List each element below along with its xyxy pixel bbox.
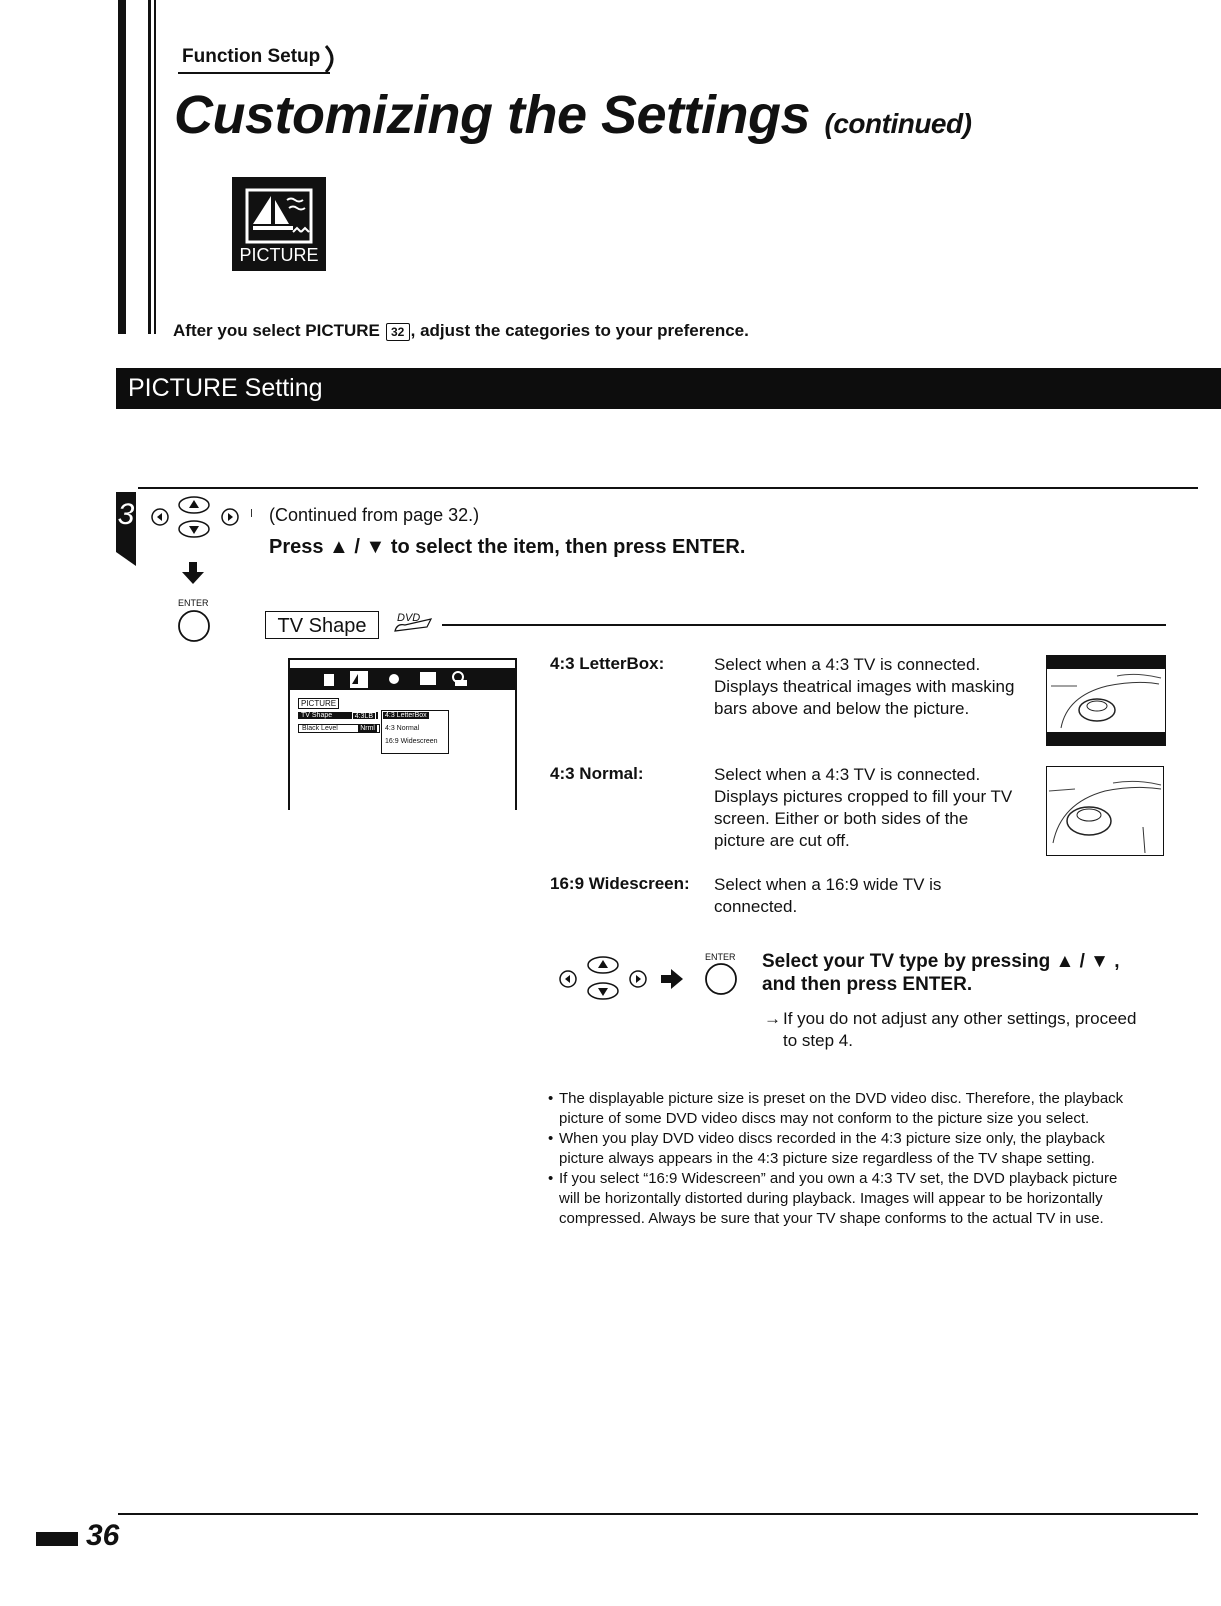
final-note xyxy=(764,1008,1163,1052)
osd-row2-value: Nrml xyxy=(360,725,375,732)
select-cursor-keys-icon xyxy=(556,953,652,1005)
osd-menu-icons xyxy=(288,668,517,690)
page-title-suffix: (continued) xyxy=(824,108,972,139)
letterbox-line-2: Displays theatrical images with masking xyxy=(714,677,1015,696)
dvd-badge-outline xyxy=(393,611,437,633)
step-tab-tail xyxy=(116,552,136,566)
tv-shape-heading: TV Shape xyxy=(265,611,379,639)
osd-screen xyxy=(288,658,517,810)
step-instruction: Press ▲ / ▼ to select the item, then press ENTER. xyxy=(269,536,746,558)
note-item-2 xyxy=(548,1129,1158,1169)
final-enter-button-icon xyxy=(704,962,738,996)
page-title xyxy=(174,84,971,146)
osd-choice-widescreen: 16:9 Widescreen xyxy=(385,738,438,745)
letterbox-preview-image xyxy=(1046,655,1166,746)
note1-line1: • The displayable picture size is preset on the DVD video disc. Therefore, the playback xyxy=(559,1090,1124,1107)
note3-line2: will be horizontally distorted during playback. Images will appear to be horizontally xyxy=(559,1190,1103,1207)
enter-label: ENTER xyxy=(178,598,209,608)
osd-row2-label: Black Level xyxy=(302,725,338,732)
footer-rule xyxy=(118,1513,1198,1515)
intro-text xyxy=(173,321,749,341)
osd-row-black-level xyxy=(298,724,380,733)
osd-menu-bar xyxy=(288,668,517,690)
cursor-keys-icon xyxy=(148,495,242,545)
normal-preview-image xyxy=(1046,766,1164,856)
final-enter-label: ENTER xyxy=(705,952,736,962)
note-item-1 xyxy=(548,1089,1158,1129)
note3-line3: compressed. Always be sure that your TV shape conforms to the actual TV in use. xyxy=(559,1210,1104,1227)
final-note-line-1: If you do not adjust any other settings, proceed xyxy=(783,1009,1137,1028)
final-instruction-line-2: and then press ENTER. xyxy=(762,974,973,995)
osd-menu-title: PICTURE xyxy=(298,698,339,709)
option-label-normal: 4:3 Normal: xyxy=(550,764,644,783)
osd-row1-value: 4:3LB xyxy=(352,712,376,721)
step-number: 3 xyxy=(116,492,136,552)
intro-before: After you select PICTURE xyxy=(173,321,380,340)
sailboat-icon xyxy=(233,182,325,248)
final-note-line-2: to step 4. xyxy=(783,1031,853,1050)
option-desc-letterbox xyxy=(714,654,1034,720)
tv-shape-rule xyxy=(442,624,1166,626)
osd-row-tv-shape xyxy=(298,712,378,719)
widescreen-line-2: connected. xyxy=(714,897,798,916)
normal-line-2: Displays pictures cropped to fill your TV xyxy=(714,787,1013,806)
section-band: PICTURE Setting xyxy=(116,368,1221,409)
binder-bar-3 xyxy=(154,0,156,334)
option-label-widescreen: 16:9 Widescreen: xyxy=(550,874,690,893)
option-desc-normal xyxy=(714,764,1034,852)
option-desc-widescreen xyxy=(714,874,1034,918)
enter-button-icon xyxy=(177,609,211,643)
osd-choice-letterbox: 4:3 LetterBox xyxy=(385,712,427,719)
page-number: 36 xyxy=(86,1519,120,1552)
page-number-marker xyxy=(36,1532,78,1546)
normal-line-3: screen. Either or both sides of the xyxy=(714,809,969,828)
note3-line1: • If you select “16:9 Widescreen” and you own a 4:3 TV set, the DVD playback picture xyxy=(559,1170,1118,1187)
normal-line-4: picture are cut off. xyxy=(714,831,850,850)
picture-icon-label: PICTURE xyxy=(239,245,319,265)
binder-bar-1 xyxy=(118,0,126,334)
final-instruction xyxy=(762,950,1120,996)
picture-menu-icon xyxy=(232,177,326,271)
page-title-text: Customizing the Settings xyxy=(174,85,810,145)
step-top-rule xyxy=(138,487,1198,489)
section-tag-bracket xyxy=(320,44,350,74)
right-arrow-icon xyxy=(661,969,683,989)
note1-line2: picture of some DVD video discs may not conform to the picture size you select. xyxy=(559,1110,1090,1127)
final-instruction-line-1: Select your TV type by pressing ▲ / ▼ , xyxy=(762,951,1120,972)
letterbox-line-3: bars above and below the picture. xyxy=(714,699,970,718)
section-tag: Function Setup xyxy=(182,46,321,67)
note-arrow-icon: → xyxy=(764,1009,781,1028)
page-ref-badge: 32 xyxy=(386,323,410,341)
osd-choice-normal: 4:3 Normal xyxy=(385,725,420,732)
note2-line1: • When you play DVD video discs recorded in the 4:3 picture size only, the playback xyxy=(559,1130,1105,1147)
normal-line-1: Select when a 4:3 TV is connected. xyxy=(714,765,981,784)
osd-choice-list xyxy=(381,710,449,754)
tick-mark xyxy=(251,509,252,517)
dvd-badge: DVD xyxy=(397,612,421,624)
note2-line2: picture always appears in the 4:3 picture size regardless of the TV shape setting. xyxy=(559,1150,1095,1167)
section-tag-underline xyxy=(178,72,330,74)
binder-bar-2 xyxy=(148,0,151,334)
widescreen-line-1: Select when a 16:9 wide TV is xyxy=(714,875,942,894)
osd-row1-label: TV Shape xyxy=(301,712,333,719)
note-item-3 xyxy=(548,1169,1158,1229)
option-label-letterbox: 4:3 LetterBox: xyxy=(550,654,665,673)
letterbox-line-1: Select when a 4:3 TV is connected. xyxy=(714,655,981,674)
down-arrow-icon xyxy=(182,562,204,584)
notes-list xyxy=(548,1089,1158,1229)
intro-after: , adjust the categories to your preference. xyxy=(410,321,749,340)
continued-note: (Continued from page 32.) xyxy=(269,505,480,525)
